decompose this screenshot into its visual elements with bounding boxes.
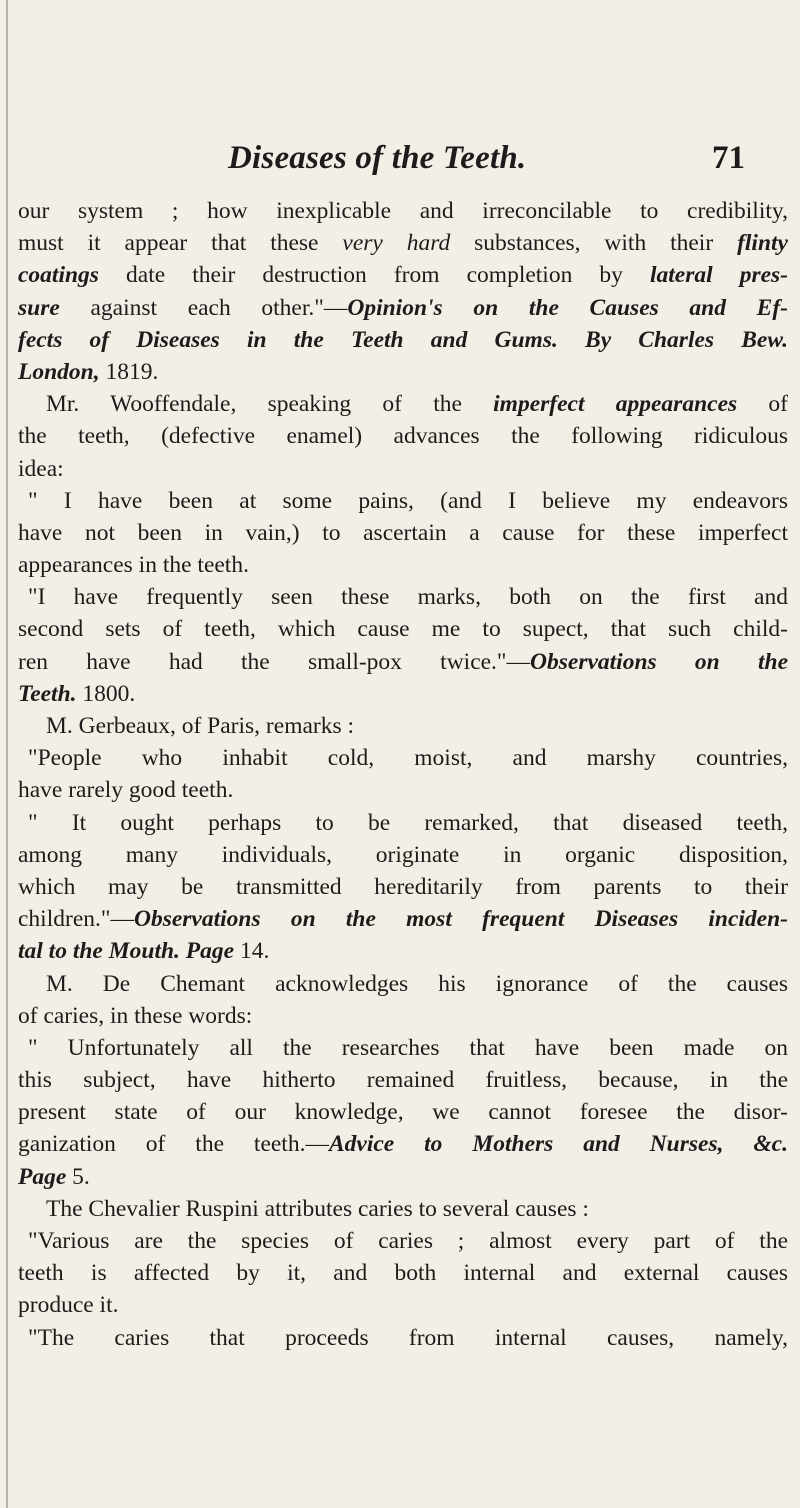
page-edge-rule	[6, 0, 8, 1508]
text-segment: Page	[18, 1163, 67, 1190]
text-line	[18, 1161, 788, 1193]
text-segment: " Unfortunately all the researches that have been made on	[28, 1034, 788, 1061]
text-line	[18, 195, 788, 227]
text-segment: sure	[18, 294, 60, 321]
text-segment: date their destruction from completion by	[98, 262, 650, 289]
text-line	[18, 453, 788, 485]
text-segment: 1800.	[76, 680, 136, 707]
text-segment: " I have been at some pains, (and I believe my endeavors	[28, 487, 788, 514]
text-line	[18, 678, 788, 710]
text-segment: present state of our knowledge, we cannot foresee the disor-	[18, 1099, 788, 1126]
text-line	[18, 742, 788, 774]
text-segment: Opinion's on the Causes and Ef-	[347, 294, 788, 321]
text-segment: fects of Diseases in the Teeth and Gums. By Charles Bew.	[18, 326, 788, 353]
text-segment: imperfect appearances	[493, 391, 738, 418]
text-line	[18, 388, 788, 420]
text-line	[18, 1032, 788, 1064]
text-segment: 14.	[234, 938, 270, 965]
text-line	[18, 871, 788, 903]
text-segment: flinty	[737, 230, 788, 257]
text-line	[18, 1193, 788, 1225]
running-title: Diseases of the Teeth.	[228, 140, 527, 176]
text-line	[18, 259, 788, 291]
text-segment: substances, with their	[450, 230, 738, 257]
text-segment: this subject, have hitherto remained fruitless, because, in the	[18, 1067, 788, 1094]
text-segment: 5.	[66, 1163, 90, 1190]
text-line	[18, 549, 788, 581]
text-segment: against each other."—	[59, 294, 348, 321]
text-segment: second sets of teeth, which cause me to supect, that such child-	[18, 616, 788, 643]
text-segment: "People who inhabit cold, moist, and marshy countries,	[28, 745, 788, 772]
text-segment: London,	[18, 358, 100, 385]
text-line	[18, 292, 788, 324]
text-line	[18, 485, 788, 517]
text-line	[18, 420, 788, 452]
text-segment: very hard	[342, 230, 451, 257]
text-line	[18, 1000, 788, 1032]
text-segment: among many individuals, originate in organic disposition,	[18, 841, 788, 868]
text-line	[18, 324, 788, 356]
text-line	[18, 903, 788, 935]
text-line	[18, 1128, 788, 1160]
text-line	[18, 1257, 788, 1289]
text-segment: " It ought perhaps to be remarked, that diseased teeth,	[28, 809, 788, 836]
text-segment: Observations on the most frequent Diseases inciden-	[133, 906, 788, 933]
text-line	[18, 1096, 788, 1128]
page-header	[0, 140, 800, 180]
text-segment: lateral pres-	[649, 262, 788, 289]
text-segment: The Chevalier Ruspini attributes caries to several causes :	[46, 1195, 589, 1222]
text-segment: produce it.	[18, 1292, 119, 1319]
text-line	[18, 1064, 788, 1096]
text-line	[18, 774, 788, 806]
text-segment: of caries, in these words:	[18, 1002, 253, 1029]
body-text	[18, 195, 788, 1354]
text-segment: ren have had the small-pox twice."—	[18, 648, 531, 675]
text-line	[18, 807, 788, 839]
text-segment: idea:	[18, 455, 64, 482]
page-number: 71	[712, 140, 745, 176]
text-segment: which may be transmitted hereditarily from parents to their	[18, 873, 788, 900]
text-line	[18, 1289, 788, 1321]
text-line	[18, 935, 788, 967]
text-line	[18, 227, 788, 259]
text-segment: must it appear that these	[18, 230, 343, 257]
text-segment: teeth is affected by it, and both internal and external causes	[18, 1260, 788, 1287]
text-segment: the teeth, (defective enamel) advances the following ridiculous	[18, 423, 788, 450]
text-line	[18, 646, 788, 678]
text-segment: our system ; how inexplicable and irreconcilable to credibility,	[18, 198, 788, 224]
text-segment: Advice to Mothers and Nurses, &c.	[328, 1131, 788, 1158]
text-segment: "I have frequently seen these marks, both on the first and	[28, 584, 788, 611]
text-line	[18, 1225, 788, 1257]
text-line	[18, 1322, 788, 1354]
text-segment: appearances in the teeth.	[18, 552, 249, 579]
text-segment: have rarely good teeth.	[18, 777, 234, 804]
text-segment: tal to the Mouth. Page	[18, 938, 235, 965]
text-segment: 1819.	[99, 358, 159, 385]
text-segment: children."—	[18, 906, 134, 933]
text-line	[18, 968, 788, 1000]
text-line	[18, 710, 788, 742]
text-segment: ganization of the teeth.—	[18, 1131, 329, 1158]
text-segment: M. Gerbeaux, of Paris, remarks :	[46, 713, 355, 739]
text-line	[18, 356, 788, 388]
text-segment: Teeth.	[18, 680, 77, 707]
text-line	[18, 613, 788, 645]
text-segment: M. De Chemant acknowledges his ignorance of the causes	[46, 970, 788, 997]
text-segment: coatings	[18, 262, 99, 289]
text-segment: "The caries that proceeds from internal causes, namely,	[28, 1324, 788, 1351]
text-segment: Observations on the	[530, 648, 788, 675]
text-line	[18, 517, 788, 549]
text-segment: have not been in vain,) to ascertain a cause for these imperfect	[18, 519, 788, 546]
text-segment: "Various are the species of caries ; almost every part of the	[28, 1228, 788, 1254]
text-segment: Mr. Wooffendale, speaking of the	[46, 391, 494, 418]
text-line	[18, 581, 788, 613]
text-segment: of	[737, 391, 788, 418]
text-line	[18, 839, 788, 871]
